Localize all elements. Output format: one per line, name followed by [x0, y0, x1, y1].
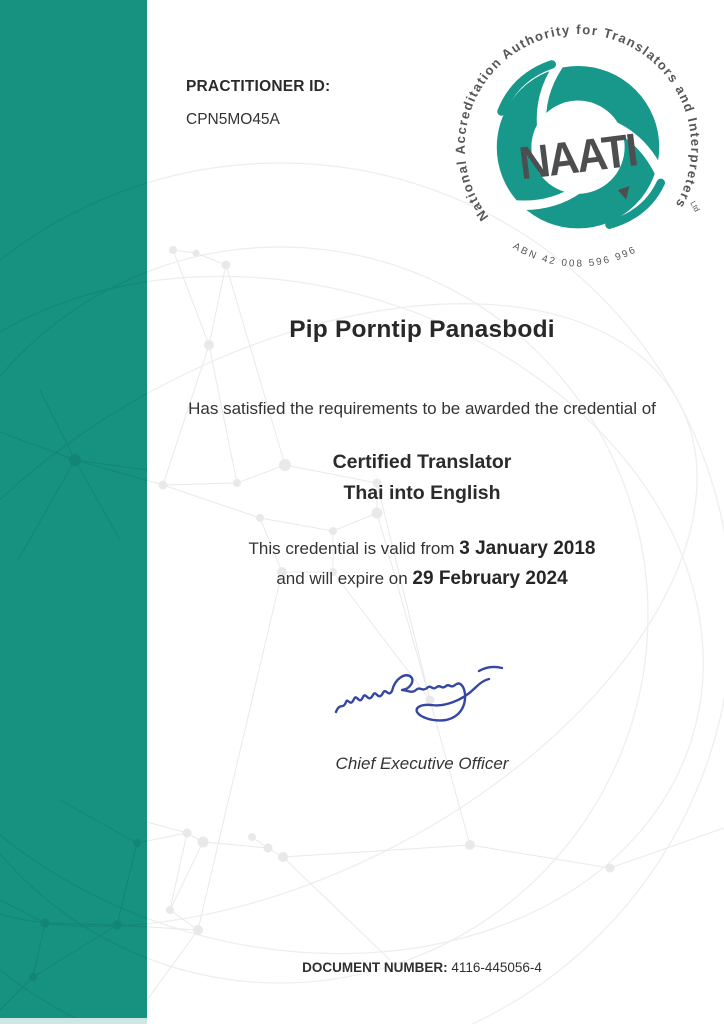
- signature-block: [146, 664, 698, 738]
- logo-ring-text-suffix: Ltd: [688, 199, 702, 214]
- practitioner-id-block: [186, 78, 330, 129]
- credential-title: Certified Translator: [332, 451, 512, 473]
- recipient-name: Pip Porntip Panasbodi: [289, 316, 555, 343]
- practitioner-id-label: PRACTITIONER ID:: [186, 78, 331, 95]
- validity-expire-line: [146, 568, 698, 590]
- practitioner-id-value: CPN5MO45A: [186, 111, 280, 128]
- validity-from-line: [146, 538, 698, 560]
- document-number-line: [146, 960, 698, 975]
- validity-expire-date: 29 February 2024: [412, 568, 568, 589]
- document-number-value: 4116-445056-4: [451, 960, 542, 975]
- signature-image: [332, 664, 512, 734]
- teal-sidebar: [0, 0, 147, 1018]
- logo-abn-text: ABN 42 008 596 996: [510, 240, 639, 270]
- logo-ring-text: National Accreditation Authority for Translators and Interpreters: [452, 22, 704, 225]
- validity-expire-prefix: and will expire on: [276, 569, 408, 588]
- logo-acronym: NAATI: [516, 122, 649, 190]
- validity-from-date: 3 January 2018: [459, 538, 596, 559]
- naati-logo: [452, 12, 704, 274]
- credential-language-pair: Thai into English: [343, 482, 501, 504]
- validity-from-prefix: This credential is valid from: [248, 539, 455, 558]
- certificate-content: [146, 0, 724, 1024]
- document-number-label: DOCUMENT NUMBER:: [302, 960, 448, 975]
- sidebar-bottom-strip: [0, 1018, 147, 1024]
- credential-statement: Has satisfied the requirements to be awarded the credential of: [188, 399, 656, 418]
- signatory-role-title: Chief Executive Officer: [335, 754, 509, 773]
- naati-logo-icon: [452, 12, 704, 274]
